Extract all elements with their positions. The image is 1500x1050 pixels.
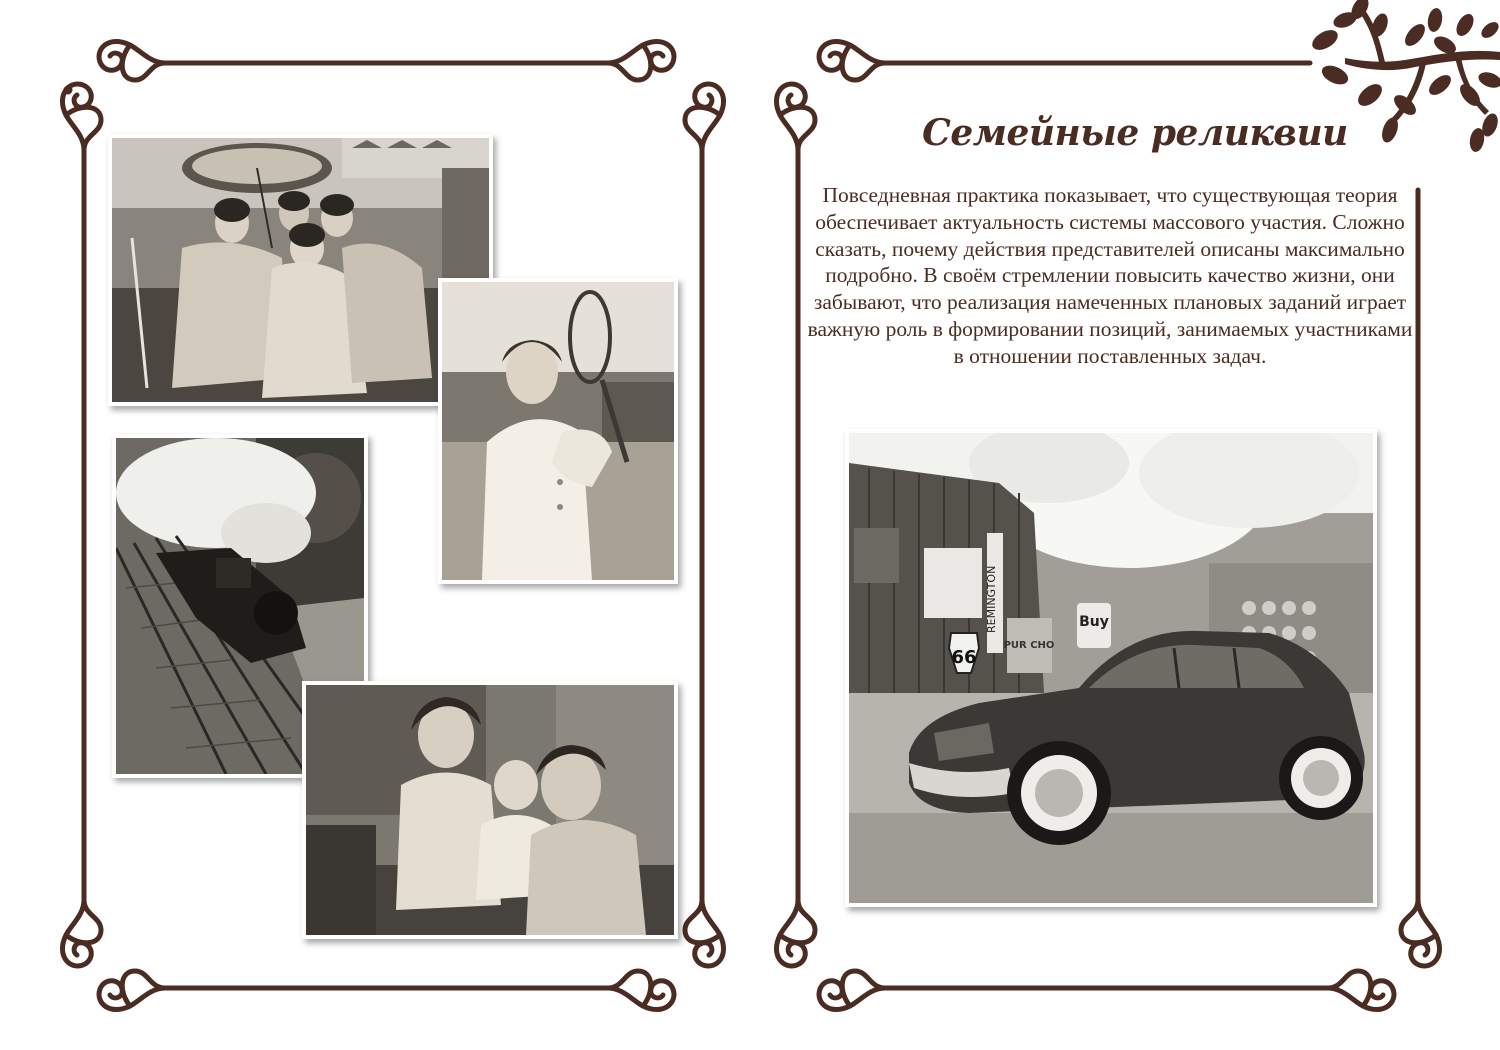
buy-sign: Buy [1079, 614, 1109, 630]
right-page [750, 0, 1500, 1050]
vintage-car-photo [845, 429, 1377, 907]
remington-sign: REMINGTON [985, 565, 998, 633]
tree-branch-icon [1305, 0, 1500, 190]
purch-sign: PUR CHO [1003, 640, 1055, 651]
beach-friends-photo [108, 134, 493, 406]
family-portrait-photo [302, 681, 678, 939]
route-66-sign: 66 [951, 647, 977, 668]
body-paragraph: Повседневная практика показывает, что существующая теория обеспечивает актуальность системы массового участия. Сложно сказать, почему действия представителей описаны максимально подробно. В своём стремлении повысить качество жизни, они забывают, что реализация намеченных плановых заданий играет важную роль в формировании позиций, занимаемых участниками в отношении поставленных задач. [807, 183, 1413, 368]
tennis-girl-photo [438, 278, 678, 584]
page-title: Семейные реликвии [922, 112, 1348, 154]
